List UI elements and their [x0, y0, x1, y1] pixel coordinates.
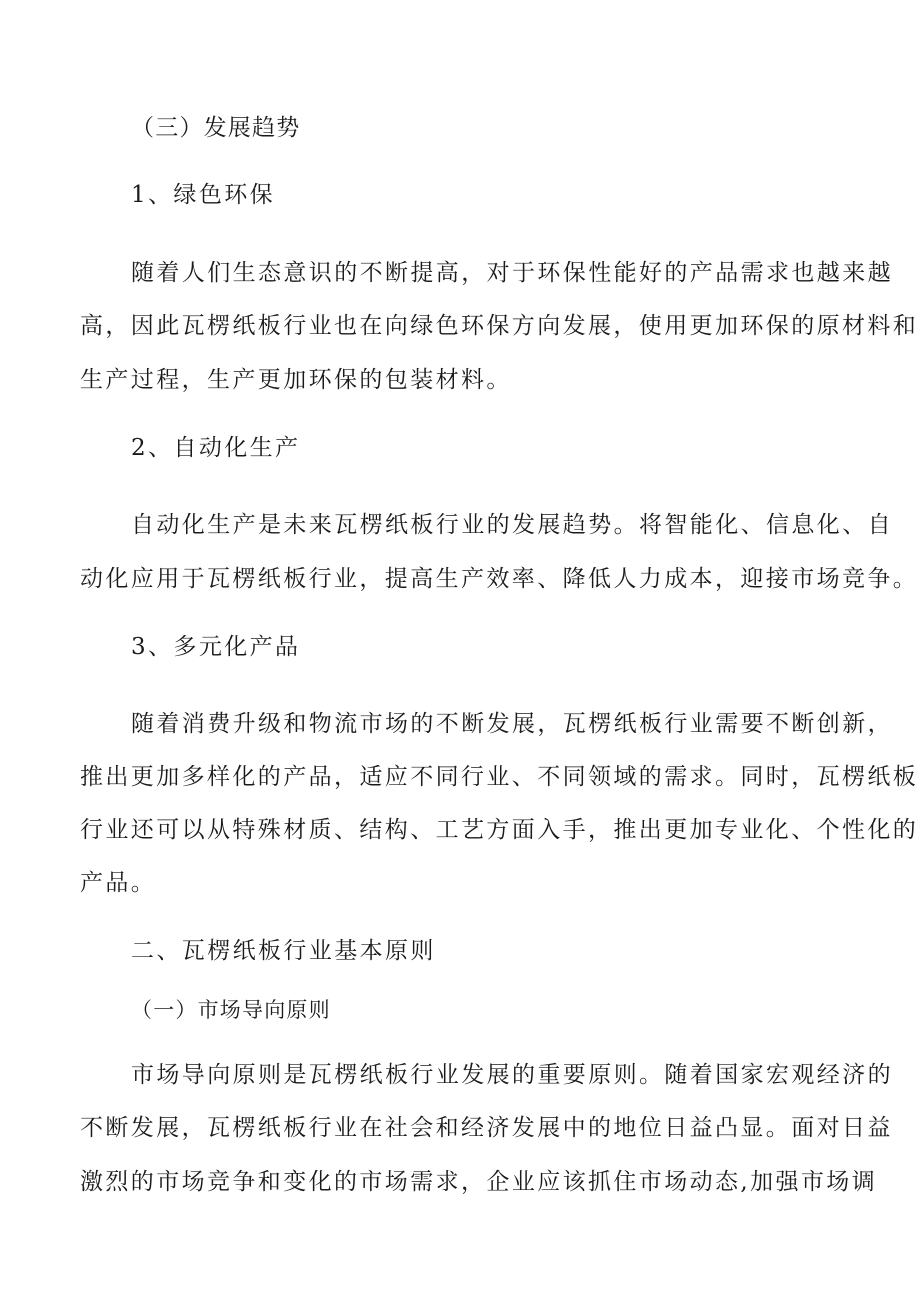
principle1-paragraph-line: 市场导向原则是瓦楞纸板行业发展的重要原则。随着国家宏观经济的: [131, 1062, 893, 1088]
principle1-heading: （一）市场导向原则: [131, 998, 331, 1022]
item2-paragraph-line: 自动化生产是未来瓦楞纸板行业的发展趋势。将智能化、信息化、自: [131, 512, 893, 538]
item3-paragraph-line: 随着消费升级和物流市场的不断发展，瓦楞纸板行业需要不断创新，: [131, 711, 893, 737]
trend-heading: （三）发展趋势: [131, 115, 301, 141]
item1-paragraph-line: 高，因此瓦楞纸板行业也在向绿色环保方向发展，使用更加环保的原材料和: [80, 313, 919, 339]
section2-heading: 二、瓦楞纸板行业基本原则: [131, 938, 436, 964]
item1-paragraph-line: 生产过程，生产更加环保的包装材料。: [80, 367, 512, 393]
item3-paragraph-line: 推出更加多样化的产品，适应不同行业、不同领域的需求。同时，瓦楞纸板: [80, 764, 919, 790]
item3-heading: 3、多元化产品: [131, 634, 301, 660]
item1-heading: 1、绿色环保: [131, 182, 276, 208]
principle1-paragraph-line: 激烈的市场竞争和变化的市场需求，企业应该抓住市场动态,加强市场调: [80, 1169, 878, 1195]
item3-paragraph-line: 行业还可以从特殊材质、结构、工艺方面入手，推出更加专业化、个性化的: [80, 817, 919, 843]
item1-paragraph-line: 随着人们生态意识的不断提高，对于环保性能好的产品需求也越来越: [131, 260, 893, 286]
item2-paragraph-line: 动化应用于瓦楞纸板行业，提高生产效率、降低人力成本，迎接市场竞争。: [80, 566, 919, 592]
item2-heading: 2、自动化生产: [131, 435, 301, 461]
item3-paragraph-line: 产品。: [80, 870, 157, 896]
principle1-paragraph-line: 不断发展，瓦楞纸板行业在社会和经济发展中的地位日益凸显。面对日益: [80, 1115, 893, 1141]
